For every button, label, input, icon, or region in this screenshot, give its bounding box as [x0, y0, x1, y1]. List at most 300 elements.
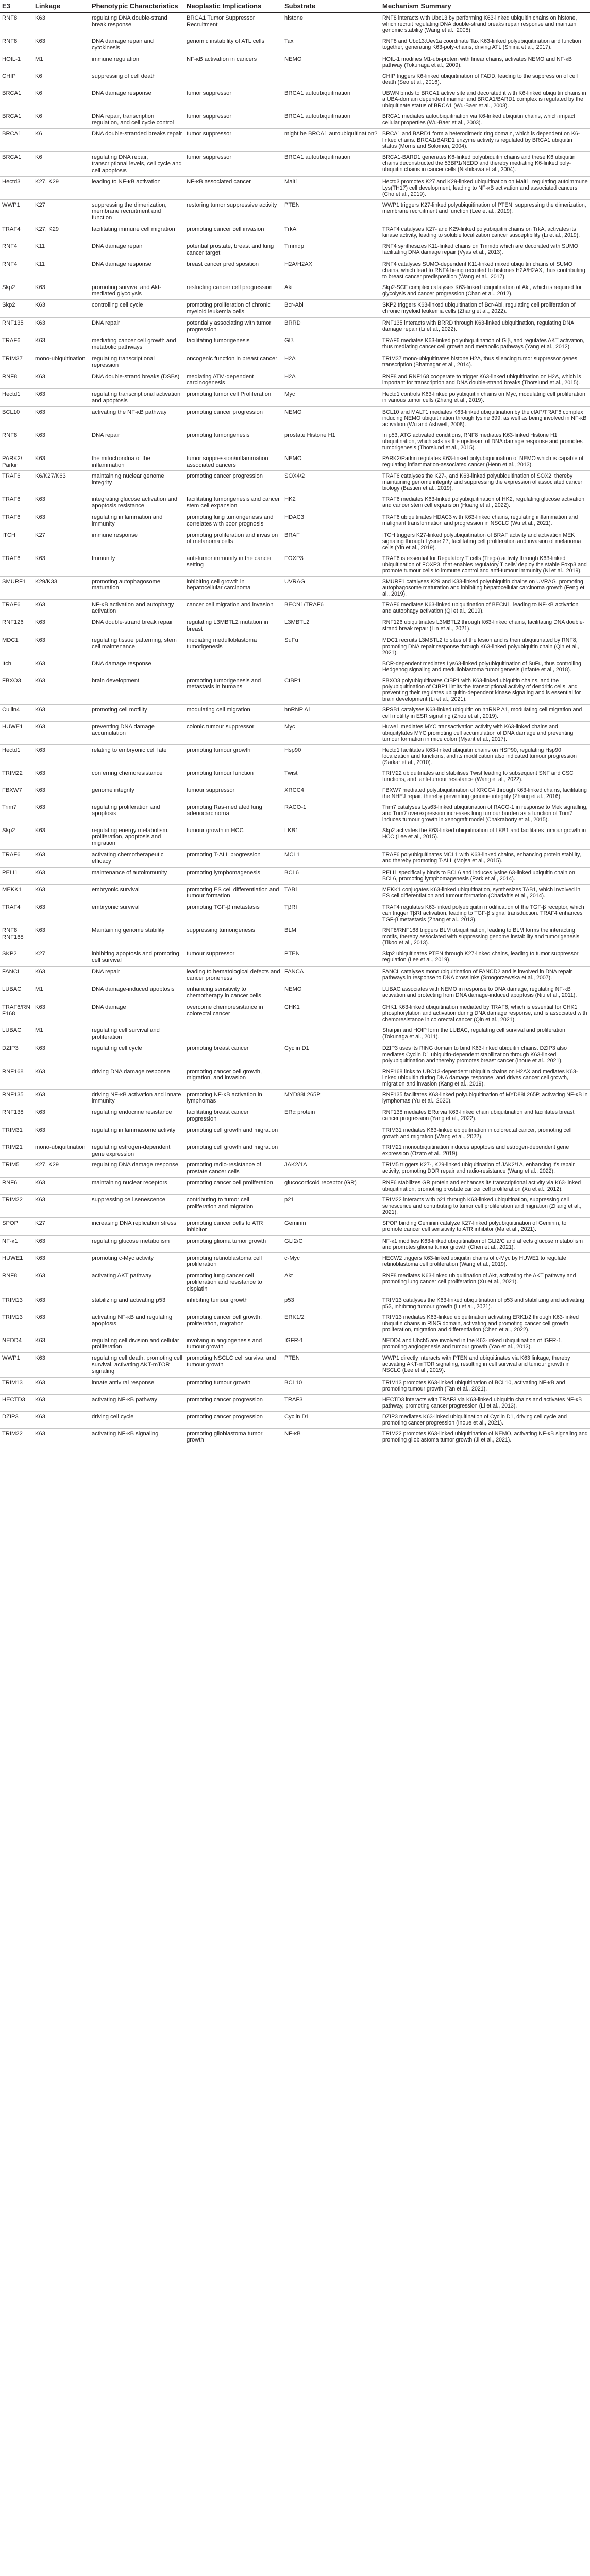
cell-mechanism: TRIM13 catalyses the K63-linked ubiquitination of p53 and stabilizing and activating p53, inhibiting tumour growth (Li et al., 2021).: [380, 1295, 590, 1312]
cell-linkage: K27: [33, 948, 90, 967]
cell-phenotype: regulating DNA double-strand break response: [90, 13, 184, 36]
cell-implication: promoting cell growth and migration: [184, 1125, 282, 1142]
cell-mechanism: TRIM5 triggers K27-, K29-linked ubiquitination of JAK2/1A, enhancing it's repair activity, promoting DDR repair and radio-resistance (Wang et al., 2022).: [380, 1160, 590, 1178]
cell-substrate: IGFR-1: [282, 1335, 380, 1353]
table-row: [0, 617, 590, 635]
cell-substrate: UVRAG: [282, 576, 380, 599]
cell-phenotype: increasing DNA replication stress: [90, 1218, 184, 1236]
table-row: [0, 802, 590, 825]
table-row: [0, 553, 590, 576]
cell-e3: BCL10: [0, 406, 33, 430]
table-row: [0, 1377, 590, 1394]
cell-linkage: K63: [33, 925, 90, 948]
cell-phenotype: regulating glucose metabolism: [90, 1235, 184, 1252]
cell-implication: facilitating tumorigenesis and cancer stem cell expansion: [184, 494, 282, 512]
cell-e3: RNF6: [0, 1178, 33, 1195]
cell-phenotype: controlling cell cycle: [90, 300, 184, 318]
table-row: [0, 300, 590, 318]
cell-e3: NF-κ1: [0, 1235, 33, 1252]
cell-implication: promoting tumour growth: [184, 1377, 282, 1394]
table-row: [0, 785, 590, 802]
cell-linkage: K63: [33, 617, 90, 635]
cell-implication: promoting cancer cell growth, proliferation, migration: [184, 1312, 282, 1335]
cell-linkage: K11: [33, 241, 90, 259]
table-row: [0, 1178, 590, 1195]
cell-implication: [184, 1025, 282, 1043]
cell-linkage: K63: [33, 902, 90, 925]
cell-mechanism: RNF8 mediates K63-linked ubiquitination of Akt, activating the AKT pathway and promoting lung cancer cell proliferation (Xu et al., 2021).: [380, 1270, 590, 1295]
cell-substrate: hnRNP A1: [282, 704, 380, 721]
cell-substrate: FANCA: [282, 966, 380, 984]
table-row: [0, 1394, 590, 1411]
cell-mechanism: Sharpin and HOIP form the LUBAC, regulating cell survival and proliferation (Tokunaga et al., 2011).: [380, 1025, 590, 1043]
cell-e3: RNF8: [0, 36, 33, 54]
cell-substrate: c-Myc: [282, 1252, 380, 1270]
cell-implication: regulating L3MBTL2 mutation in breast: [184, 617, 282, 635]
cell-mechanism: Hectd1 controls K63-linked polyubiquitin chains on Myc, modulating cell proliferation in various tumor cells (Zhang et al., 2019).: [380, 389, 590, 407]
table-row: [0, 335, 590, 353]
cell-substrate: RACO-1: [282, 802, 380, 825]
cell-e3: SKP2: [0, 948, 33, 967]
table-row: [0, 948, 590, 967]
table-row: [0, 1235, 590, 1252]
cell-e3: TRAF6: [0, 471, 33, 494]
cell-linkage: K63: [33, 1312, 90, 1335]
table-row: [0, 850, 590, 868]
cell-implication: promoting cancer cell growth, migration, and invasion: [184, 1066, 282, 1089]
cell-phenotype: activating NF-κB signaling: [90, 1428, 184, 1446]
cell-e3: TRAF6: [0, 553, 33, 576]
cell-implication: cancer cell migration and invasion: [184, 599, 282, 617]
cell-implication: [184, 658, 282, 675]
cell-substrate: Twist: [282, 768, 380, 785]
table-row: [0, 259, 590, 282]
cell-linkage: K11: [33, 259, 90, 282]
cell-implication: promoting retinoblastoma cell proliferation: [184, 1252, 282, 1270]
cell-mechanism: TRIM13 mediates K63-linked ubiquitination activating ERK1/2 through K63-linked ubiquitin chains in RING domain, activating and promoting cancer cell growth, proliferation, migration and differentiation (Chen et al., 2022).: [380, 1312, 590, 1335]
table-row: [0, 1160, 590, 1178]
table-row: [0, 867, 590, 884]
cell-mechanism: Skp2-SCF complex catalyses K63-linked ubiquitination of Akt, which is required for glycolysis and cancer progression (Chan et al., 2012).: [380, 282, 590, 300]
cell-phenotype: leading to NF-κB activation: [90, 176, 184, 199]
table-row: [0, 13, 590, 36]
cell-mechanism: RNF8/RNF168 triggers BLM ubiquitination, leading to BLM forms the interacting motifs, thereby associated with suppressing genome instability and tumorigenesis (Tikoo et al., 2013).: [380, 925, 590, 948]
cell-phenotype: NF-κB activation and autophagy activation: [90, 599, 184, 617]
cell-phenotype: DNA damage repair: [90, 241, 184, 259]
cell-linkage: K63: [33, 1089, 90, 1107]
cell-substrate: p53: [282, 1295, 380, 1312]
table-row: [0, 282, 590, 300]
cell-substrate: H2A: [282, 353, 380, 371]
cell-substrate: GLI2/C: [282, 1235, 380, 1252]
cell-e3: TRAF6/RNF168: [0, 1002, 33, 1025]
cell-linkage: K63: [33, 825, 90, 849]
cell-substrate: Akt: [282, 282, 380, 300]
cell-linkage: K63: [33, 1125, 90, 1142]
cell-mechanism: ITCH triggers K27-linked polyubiquitination of BRAF activity and activation MEK signaling through Lysine 27, facilitating cell proliferation and invasion of melanoma cells (Yin et al., 2019).: [380, 530, 590, 553]
cell-mechanism: TRAF6 is essential for Regulatory T cells (Tregs) activity through K63-linked ubiquitination of FOXP3, that enables regulatory T cells' deploy the stable Foxp3 and promote tumour cells to immune control and anti-tumour immunity (Ni et al., 2019).: [380, 553, 590, 576]
table-row: [0, 54, 590, 71]
cell-linkage: K27, K29: [33, 224, 90, 241]
cell-substrate: NEMO: [282, 984, 380, 1002]
cell-e3: RNF4: [0, 241, 33, 259]
cell-implication: inhibiting tumour growth: [184, 1295, 282, 1312]
cell-phenotype: DNA damage response: [90, 88, 184, 111]
cell-mechanism: HOIL-1 modifies M1-ubi-protein with linear chains, activates NEMO and NF-κB pathway (Tokunaga et al., 2009).: [380, 54, 590, 71]
cell-e3: HECTD3: [0, 1394, 33, 1411]
cell-phenotype: activating NF-κB pathway: [90, 1394, 184, 1411]
cell-e3: BRCA1: [0, 111, 33, 129]
cell-linkage: K63: [33, 1394, 90, 1411]
cell-e3: TRAF4: [0, 902, 33, 925]
cell-mechanism: TRAF4 regulates K63-linked polyubiquitin modification of the TGF-β receptor, which can trigger TβRI activation, leading to TGF-β signal transduction. TRAF4 enhances TGF-β metastasis (Zhang et al., 2013).: [380, 902, 590, 925]
cell-phenotype: the mitochondria of the inflammation: [90, 453, 184, 471]
cell-linkage: K63: [33, 1066, 90, 1089]
cell-linkage: K63: [33, 785, 90, 802]
cell-phenotype: suppressing of cell death: [90, 71, 184, 88]
cell-substrate: BCL6: [282, 867, 380, 884]
table-row: [0, 512, 590, 530]
cell-implication: tumour suppressor: [184, 948, 282, 967]
cell-e3: Itch: [0, 658, 33, 675]
table-row: [0, 635, 590, 658]
cell-implication: promoting NF-κB activation in lymphomas: [184, 1089, 282, 1107]
cell-substrate: Myc: [282, 389, 380, 407]
cell-mechanism: TRAF6 ubiquitinates HDAC3 with K63-linked chains, regulating inflammation and malignant transformation and progression in NSCLC (Wu et al., 2021).: [380, 512, 590, 530]
cell-phenotype: DNA repair: [90, 430, 184, 453]
cell-substrate: prostate Histone H1: [282, 430, 380, 453]
cell-substrate: Bcr-Abl: [282, 300, 380, 318]
cell-e3: Skp2: [0, 300, 33, 318]
cell-implication: promoting Ras-mediated lung adenocarcinoma: [184, 802, 282, 825]
cell-substrate: L3MBTL2: [282, 617, 380, 635]
cell-linkage: K27, K29: [33, 176, 90, 199]
cell-e3: TRAF6: [0, 494, 33, 512]
cell-mechanism: RNF4 synthesizes K11-linked chains on Tmmdp which are decorated with SUMO, facilitating DNA damage repair (Vyas et al., 2013).: [380, 241, 590, 259]
cell-e3: TRAF6: [0, 599, 33, 617]
cell-phenotype: promoting autophagosome maturation: [90, 576, 184, 599]
cell-implication: oncogenic function in breast cancer: [184, 353, 282, 371]
cell-substrate: Cyclin D1: [282, 1043, 380, 1066]
cell-substrate: Malt1: [282, 176, 380, 199]
cell-implication: promoting cancer cell invasion: [184, 224, 282, 241]
cell-phenotype: maintaining nuclear receptors: [90, 1178, 184, 1195]
cell-phenotype: regulating endocrine resistance: [90, 1107, 184, 1125]
table-row: [0, 1252, 590, 1270]
cell-linkage: K63: [33, 453, 90, 471]
cell-implication: BRCA1 Tumor Suppressor Recruitment: [184, 13, 282, 36]
table-body: [0, 13, 590, 1446]
cell-mechanism: LUBAC associates with NEMO in response to DNA damage, regulating NF-κB activation and protecting from DNA damage-induced apoptosis (Niu et al., 2011).: [380, 984, 590, 1002]
table-row: [0, 1025, 590, 1043]
cell-phenotype: brain development: [90, 675, 184, 704]
cell-substrate: Tmmdp: [282, 241, 380, 259]
column-header-e3: E3: [0, 0, 33, 13]
cell-linkage: K63: [33, 802, 90, 825]
cell-phenotype: DNA double-strand break repair: [90, 617, 184, 635]
table-row: [0, 925, 590, 948]
cell-mechanism: BRCA1-BARD1 generates K6-linked polyubiquitin chains and these K6 ubiquitin chains deconstructed the 53BP1/NEDD and thereby mediating K6-linked poly-ubiquitin chains in cancer cells (Nishikawa et al., 2004).: [380, 152, 590, 176]
cell-implication: promoting tumorigenesis: [184, 430, 282, 453]
cell-implication: promoting cancer progression: [184, 1411, 282, 1428]
cell-e3: Cullin4: [0, 704, 33, 721]
cell-linkage: K63: [33, 335, 90, 353]
cell-e3: RNF135: [0, 1089, 33, 1107]
cell-implication: enhancing sensitivity to chemotherapy in cancer cells: [184, 984, 282, 1002]
cell-substrate: BRCA1 autoubiquitination: [282, 152, 380, 176]
cell-substrate: [282, 658, 380, 675]
cell-substrate: SuFu: [282, 635, 380, 658]
cell-mechanism: In p53, ATG activated conditions, RNF8 mediates K63-linked Histone H1 ubiquitination, which acts as the upstream of DNA damage response and promotes tumorigenesis (Thorslund et al., 2015).: [380, 430, 590, 453]
cell-substrate: [282, 1066, 380, 1089]
cell-phenotype: regulating DNA repair, transcriptional levels, cell cycle and cell apoptosis: [90, 152, 184, 176]
cell-implication: modulating cell migration: [184, 704, 282, 721]
cell-linkage: K27: [33, 530, 90, 553]
cell-implication: promoting T-ALL progression: [184, 850, 282, 868]
cell-mechanism: TRIM21 monoubiquitination induces apoptosis and estrogen-dependent gene expression (Ozato et al., 2019).: [380, 1142, 590, 1160]
cell-phenotype: regulating estrogen-dependent gene expression: [90, 1142, 184, 1160]
table-row: [0, 966, 590, 984]
cell-phenotype: regulating cell division and cellular proliferation: [90, 1335, 184, 1353]
cell-implication: promoting ES cell differentiation and tumour formation: [184, 884, 282, 902]
table-row: [0, 371, 590, 389]
table-row: [0, 1218, 590, 1236]
cell-implication: promoting cancer progression: [184, 1394, 282, 1411]
cell-implication: promoting cancer cells to ATR inhibitor: [184, 1218, 282, 1236]
table-row: [0, 884, 590, 902]
cell-implication: anti-tumor immunity in the cancer setting: [184, 553, 282, 576]
cell-implication: promoting radio-resistance of prostate cancer cells: [184, 1160, 282, 1178]
column-header-linkage: Linkage: [33, 0, 90, 13]
table-row: [0, 1089, 590, 1107]
cell-mechanism: NEDD4 and Ubch5 are involved in the K63-linked ubiquitination of IGFR-1, promoting angiogenesis and tumour growth (Yao et al., 2013).: [380, 1335, 590, 1353]
cell-mechanism: WWP1 triggers K27-linked polyubiquitination of PTEN, suppressing the dimerization, membrane recruitment and function (Lee et al., 2019).: [380, 199, 590, 224]
cell-implication: overcome chemoresistance in colorectal cancer: [184, 1002, 282, 1025]
cell-implication: promoting tumorigenesis and metastasis in humans: [184, 675, 282, 704]
cell-linkage: K63: [33, 371, 90, 389]
cell-phenotype: DNA double-strand breaks (DSBs): [90, 371, 184, 389]
cell-phenotype: Immunity: [90, 553, 184, 576]
table-row: [0, 1002, 590, 1025]
cell-phenotype: suppressing the dimerization, membrane recruitment and function: [90, 199, 184, 224]
cell-implication: promoting cancer progression: [184, 406, 282, 430]
cell-mechanism: TRIM37 mono-ubiquitinates histone H2A, thus silencing tumor suppressor genes transcription (Bhatnagar et al., 2014).: [380, 353, 590, 371]
cell-e3: PARK2/ Parkin: [0, 453, 33, 471]
cell-e3: RNF135: [0, 317, 33, 335]
cell-e3: LUBAC: [0, 984, 33, 1002]
cell-substrate: SOX4/2: [282, 471, 380, 494]
cell-implication: facilitating breast cancer progression: [184, 1107, 282, 1125]
table-row: [0, 1195, 590, 1218]
cell-substrate: BRRD: [282, 317, 380, 335]
cell-mechanism: Hectd3 promotes K27 and K29-linked ubiquitination on Malt1, regulating autoimmune Lys(TH17) cell development, leading to NF-κB activation and associated cancers (Cho et al., 2019).: [380, 176, 590, 199]
cell-linkage: K27: [33, 1218, 90, 1236]
cell-e3: TRIM31: [0, 1125, 33, 1142]
table-row: [0, 825, 590, 849]
table-row: [0, 111, 590, 129]
cell-substrate: [282, 71, 380, 88]
cell-substrate: BRAF: [282, 530, 380, 553]
cell-mechanism: UBWN binds to BRCA1 active site and decorated it with K6-linked ubiquitin chains in a UBA-domain dependent manner and BRCA1/BARD1 complex is regulated by the ubiquitinate status of BRCA1 (Wu-Baer et al., 2003).: [380, 88, 590, 111]
cell-e3: TRIM5: [0, 1160, 33, 1178]
cell-linkage: M1: [33, 1025, 90, 1043]
cell-substrate: [282, 1142, 380, 1160]
cell-linkage: K6: [33, 88, 90, 111]
cell-e3: TRIM22: [0, 1195, 33, 1218]
cell-e3: Skp2: [0, 282, 33, 300]
cell-phenotype: DNA repair, transcription regulation, and cell cycle control: [90, 111, 184, 129]
cell-implication: potential prostate, breast and lung cancer target: [184, 241, 282, 259]
cell-substrate: JAK2/1A: [282, 1160, 380, 1178]
table-row: [0, 576, 590, 599]
cell-e3: WWP1: [0, 199, 33, 224]
cell-e3: WWP1: [0, 1353, 33, 1377]
cell-linkage: K63: [33, 13, 90, 36]
cell-linkage: K63: [33, 599, 90, 617]
cell-e3: TRIM13: [0, 1312, 33, 1335]
table-row: [0, 1270, 590, 1295]
cell-phenotype: regulating inflammasome activity: [90, 1125, 184, 1142]
cell-phenotype: immune regulation: [90, 54, 184, 71]
cell-mechanism: RNF126 ubiquitinates L3MBTL2 through K63-linked chains, facilitating DNA double-strand break repair (Lin et al., 2021).: [380, 617, 590, 635]
cell-e3: RNF138: [0, 1107, 33, 1125]
cell-substrate: PTEN: [282, 948, 380, 967]
cell-linkage: K63: [33, 553, 90, 576]
table-row: [0, 675, 590, 704]
cell-mechanism: SKP2 triggers K63-linked ubiquitination of Bcr-Abl, regulating cell proliferation of chronic myeloid leukemia cells (Zhang et al., 2022).: [380, 300, 590, 318]
cell-implication: promoting lung cancer cell proliferation and resistance to cisplatin: [184, 1270, 282, 1295]
table-row: [0, 768, 590, 785]
cell-e3: NEDD4: [0, 1335, 33, 1353]
cell-e3: HUWE1: [0, 721, 33, 744]
table-row: [0, 1107, 590, 1125]
table-row: [0, 199, 590, 224]
cell-e3: TRIM22: [0, 768, 33, 785]
cell-implication: restricting cancer cell progression: [184, 282, 282, 300]
cell-substrate: Geminin: [282, 1218, 380, 1236]
cell-linkage: K63: [33, 1252, 90, 1270]
cell-mechanism: HECTD3 interacts with TRAF3 via K63-linked ubiquitin chains and activates NF-κB pathway, promoting cancer progression (Li et al., 2013).: [380, 1394, 590, 1411]
cell-implication: promoting cancer progression: [184, 471, 282, 494]
cell-implication: tumour growth in HCC: [184, 825, 282, 849]
cell-substrate: FOXP3: [282, 553, 380, 576]
cell-substrate: CtBP1: [282, 675, 380, 704]
cell-substrate: BRCA1 autoubiquitination: [282, 111, 380, 129]
cell-phenotype: regulating transcriptional repression: [90, 353, 184, 371]
cell-e3: HUWE1: [0, 1252, 33, 1270]
cell-phenotype: Maintaining genome stability: [90, 925, 184, 948]
table-row: [0, 1312, 590, 1335]
cell-linkage: K6/K27/K63: [33, 471, 90, 494]
cell-phenotype: embryonic survival: [90, 884, 184, 902]
cell-linkage: K63: [33, 1002, 90, 1025]
cell-substrate: Tax: [282, 36, 380, 54]
table-row: [0, 453, 590, 471]
cell-mechanism: TRAF4 catalyses K27- and K29-linked polyubiquitin chains on TrkA, activates its kinase activity, leading to soluble localization cancer susceptibility (Li et al., 2019).: [380, 224, 590, 241]
cell-linkage: K6: [33, 71, 90, 88]
cell-mechanism: RNF168 links to UBC13-dependent ubiquitin chains on H2AX and mediates K63-linked ubiquitin during DNA damage response, and drives cancer cell growth, migration and invasion (Kang et al., 2019).: [380, 1066, 590, 1089]
cell-substrate: histone: [282, 13, 380, 36]
cell-substrate: BECN1/TRAF6: [282, 599, 380, 617]
table-row: [0, 1043, 590, 1066]
cell-mechanism: SPOP binding Geminin catalyze K27-linked polyubiquitination of Geminin, to promote cancer cell sensitivity to ATR inhibitor (Ma et al., 2021).: [380, 1218, 590, 1236]
cell-implication: involving in angiogenesis and tumour growth: [184, 1335, 282, 1353]
cell-implication: tumor suppressor: [184, 152, 282, 176]
cell-mechanism: PELI1 specifically binds to BCL6 and induces lysine 63-linked ubiquitin chain on BCL6, promoting lymphomagenesis (Park et al., 2014).: [380, 867, 590, 884]
table-row: [0, 721, 590, 744]
cell-linkage: K63: [33, 430, 90, 453]
cell-implication: tumor suppression/inflammation associated cancers: [184, 453, 282, 471]
table-row: [0, 1428, 590, 1446]
cell-linkage: K63: [33, 1270, 90, 1295]
cell-implication: leading to hematological defects and cancer proneness: [184, 966, 282, 984]
table-row: [0, 317, 590, 335]
cell-implication: tumor suppressor: [184, 88, 282, 111]
cell-phenotype: regulating cell death, promoting cell survival, activating AKT-mTOR signaling: [90, 1353, 184, 1377]
cell-phenotype: regulating energy metabolism, proliferation, apoptosis and migration: [90, 825, 184, 849]
table-row: [0, 36, 590, 54]
cell-phenotype: promoting cell motility: [90, 704, 184, 721]
cell-e3: TRIM22: [0, 1428, 33, 1446]
cell-implication: promoting TGF-β metastasis: [184, 902, 282, 925]
cell-implication: promoting lymphomagenesis: [184, 867, 282, 884]
cell-phenotype: integrating glucose activation and apoptosis resistance: [90, 494, 184, 512]
cell-e3: RNF126: [0, 617, 33, 635]
cell-implication: facilitating tumorigenesis: [184, 335, 282, 353]
cell-implication: [184, 71, 282, 88]
cell-substrate: p21: [282, 1195, 380, 1218]
cell-mechanism: RNF4 catalyses SUMO-dependent K11-linked mixed ubiquitin chains of SUMO chains, which lead to RNF4 being recruited to histones H2A/H2AX, thus contributing to breast cancer predisposition (Wang et al., 2017).: [380, 259, 590, 282]
cell-substrate: [282, 1125, 380, 1142]
table-row: [0, 658, 590, 675]
cell-linkage: K63: [33, 675, 90, 704]
cell-linkage: K63: [33, 850, 90, 868]
cell-substrate: NEMO: [282, 406, 380, 430]
cell-phenotype: driving DNA damage response: [90, 1066, 184, 1089]
cell-phenotype: activating chemotherapeutic efficacy: [90, 850, 184, 868]
cell-e3: BRCA1: [0, 129, 33, 152]
cell-mechanism: SPSB1 catalyses K63-linked ubiquitin on hnRNP A1, modulating cell migration and cell motility in ESR signaling (Zhou et al., 2019).: [380, 704, 590, 721]
table-row: [0, 241, 590, 259]
cell-implication: breast cancer predisposition: [184, 259, 282, 282]
cell-mechanism: TRAF6 mediates K63-linked polyubiquitination of HK2, regulating glucose activation and cancer stem cell expansion (Huang et al., 2022).: [380, 494, 590, 512]
cell-substrate: HDAC3: [282, 512, 380, 530]
cell-linkage: K63: [33, 389, 90, 407]
cell-substrate: LKB1: [282, 825, 380, 849]
cell-implication: promoting proliferation and invasion of melanoma cells: [184, 530, 282, 553]
cell-phenotype: regulating inflammation and immunity: [90, 512, 184, 530]
table-row: [0, 704, 590, 721]
cell-phenotype: driving cell cycle: [90, 1411, 184, 1428]
cell-mechanism: TRIM22 interacts with p21 through K63-linked ubiquitination, suppressing cell senescence and contributing to tumor cell proliferation and migration (Zhang et al., 2021).: [380, 1195, 590, 1218]
cell-mechanism: TRIM31 mediates K63-linked ubiquitination in colorectal cancer, promoting cell growth and migration (Wang et al., 2022).: [380, 1125, 590, 1142]
cell-linkage: K63: [33, 300, 90, 318]
cell-substrate: Akt: [282, 1270, 380, 1295]
cell-mechanism: DZIP3 uses its RING domain to bind K63-linked ubiquitin chains. DZIP3 also mediates Cyclin D1 ubiquitin-dependent stabilization through K63-linked polyubiquitination and thereby promotes breast cancer (Inoue et al., 2021).: [380, 1043, 590, 1066]
cell-e3: RNF168: [0, 1066, 33, 1089]
cell-implication: potentially associating with tumor progression: [184, 317, 282, 335]
cell-e3: PELI1: [0, 867, 33, 884]
table-row: [0, 471, 590, 494]
table-row: [0, 1335, 590, 1353]
cell-e3: FBXW7: [0, 785, 33, 802]
column-header-mechanism: Mechanism Summary: [380, 0, 590, 13]
cell-mechanism: RNF6 stabilizes GR protein and enhances its transcriptional activity via K63-linked ubiquitination, promoting prostate cancer cell proliferation (Xu et al., 2012).: [380, 1178, 590, 1195]
cell-e3: CHIP: [0, 71, 33, 88]
table-header-row: [0, 0, 590, 13]
cell-substrate: BRCA1 autoubiquitination: [282, 88, 380, 111]
cell-linkage: K63: [33, 658, 90, 675]
